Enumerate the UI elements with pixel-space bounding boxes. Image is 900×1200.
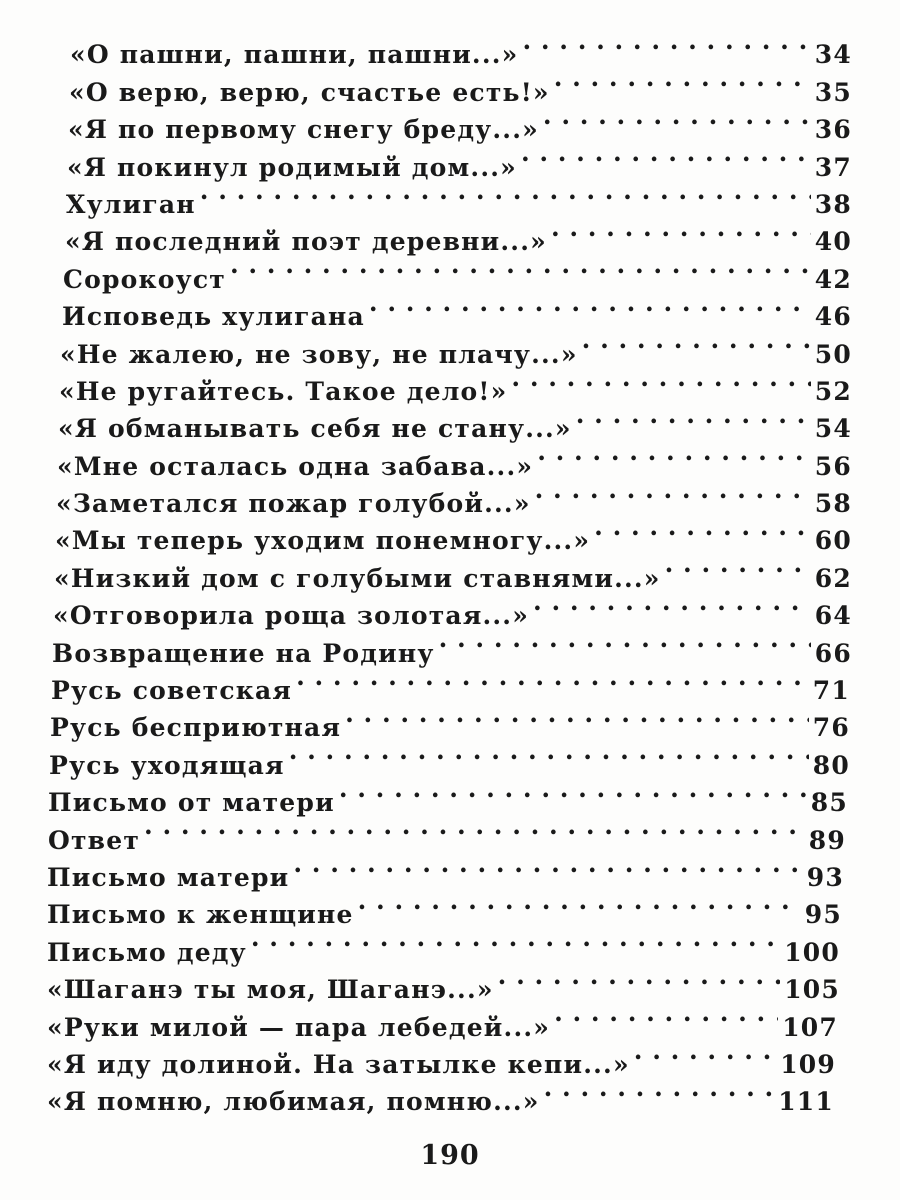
entry-page: 64	[814, 601, 852, 631]
toc-entry	[47, 961, 840, 1005]
entry-title: «Низкий дом с голубыми ставнями...»	[54, 563, 661, 593]
dot-leader	[522, 26, 810, 63]
toc-entry	[68, 101, 852, 145]
dot-leader	[369, 288, 811, 325]
dot-leader	[634, 1036, 776, 1073]
entry-page: 107	[782, 1012, 838, 1042]
entry-title: «Не жалею, не зову, не плачу...»	[60, 339, 578, 369]
entry-page: 37	[814, 152, 852, 182]
dot-leader	[296, 662, 809, 699]
toc-entry	[47, 849, 844, 892]
entry-title: Письмо к женщине	[47, 900, 354, 930]
entry-page: 34	[814, 40, 852, 70]
toc-entry	[52, 624, 852, 668]
toc-entry	[56, 475, 852, 519]
toc-entry	[65, 213, 852, 257]
dot-leader	[594, 512, 811, 549]
dot-leader	[554, 63, 811, 100]
dot-leader	[521, 138, 811, 175]
toc-entry	[60, 325, 852, 369]
page-number: 190	[420, 1140, 480, 1171]
dot-leader	[576, 400, 811, 437]
entry-page: 111	[778, 1087, 834, 1117]
entry-page: 40	[814, 227, 852, 257]
dot-leader	[144, 811, 805, 848]
toc-entry	[57, 437, 852, 481]
toc-entry	[63, 250, 852, 294]
entry-page: 38	[814, 189, 852, 219]
entry-page: 35	[814, 77, 852, 107]
entry-title: «Я по первому снегу бреду...»	[68, 115, 539, 145]
toc-entry	[51, 662, 850, 706]
entry-title: «Я последний поэт деревни...»	[65, 227, 547, 257]
dot-leader	[582, 325, 811, 362]
entry-page: 52	[814, 376, 852, 406]
entry-page: 60	[814, 526, 852, 556]
entry-title: «Шаганэ ты моя, Шаганэ...»	[47, 975, 494, 1005]
entry-page: 56	[814, 451, 852, 481]
toc-entry	[70, 26, 852, 70]
entry-page: 71	[812, 676, 850, 706]
dot-leader	[543, 101, 811, 138]
entry-title: Хулиган	[66, 189, 196, 219]
dot-leader	[289, 736, 809, 773]
entry-title: «Руки милой — пара лебедей...»	[47, 1012, 551, 1042]
entry-title: Письмо от матери	[48, 788, 335, 818]
entry-title: «Заметался пожар голубой...»	[56, 489, 531, 519]
entry-title: «Мы теперь уходим понемногу...»	[55, 526, 591, 556]
entry-title: Исповедь хулигана	[62, 302, 365, 332]
dot-leader	[554, 998, 778, 1035]
table-of-contents	[0, 26, 900, 1117]
entry-page: 93	[806, 862, 844, 892]
entry-page: 89	[808, 825, 846, 855]
entry-page: 100	[784, 937, 840, 967]
dot-leader	[511, 363, 810, 400]
toc-entry	[47, 1073, 834, 1117]
toc-entry	[55, 512, 852, 556]
entry-title: Ответ	[48, 825, 141, 855]
entry-title: Письмо деду	[47, 937, 247, 967]
entry-title: «О верю, верю, счастье есть!»	[69, 77, 550, 107]
dot-leader	[345, 699, 809, 736]
entry-title: «Я иду долиной. На затылке кепи...»	[47, 1049, 630, 1079]
entry-title: «Я обманывать себя не стану...»	[58, 414, 572, 444]
dot-leader	[535, 475, 811, 512]
toc-entry	[47, 923, 840, 967]
dot-leader	[498, 961, 781, 998]
entry-title: «Я покинул родимый дом...»	[67, 152, 517, 182]
toc-entry	[53, 587, 852, 631]
toc-entry	[66, 176, 852, 219]
dot-leader	[533, 587, 811, 624]
entry-title: Возвращение на Родину	[52, 638, 435, 668]
dot-leader	[665, 549, 811, 586]
toc-entry	[59, 363, 852, 406]
entry-page: 76	[812, 713, 850, 743]
entry-title: Русь уходящая	[49, 750, 285, 780]
toc-entry	[62, 288, 852, 332]
dot-leader	[551, 213, 811, 250]
entry-page: 54	[814, 414, 852, 444]
dot-leader	[293, 849, 802, 886]
toc-entry	[47, 886, 842, 930]
entry-page: 66	[814, 638, 852, 668]
toc-entry	[49, 736, 850, 780]
dot-leader	[230, 250, 811, 287]
dot-leader	[251, 923, 780, 960]
entry-page: 85	[810, 788, 848, 818]
dot-leader	[358, 886, 801, 923]
entry-title: Русь бесприютная	[50, 713, 342, 743]
dot-leader	[537, 437, 811, 474]
toc-entry	[47, 998, 838, 1042]
entry-title: Сорокоуст	[63, 264, 226, 294]
entry-page: 105	[784, 975, 840, 1005]
dot-leader	[439, 624, 811, 661]
entry-page: 46	[814, 302, 852, 332]
entry-title: «Отговорила роща золотая...»	[53, 601, 530, 631]
entry-title: «О пашни, пашни, пашни...»	[70, 40, 519, 70]
entry-page: 42	[814, 264, 852, 294]
dot-leader	[200, 176, 811, 213]
entry-page: 58	[814, 489, 852, 519]
toc-entry	[50, 699, 850, 743]
entry-title: «Мне осталась одна забава...»	[57, 451, 534, 481]
entry-page: 109	[780, 1049, 836, 1079]
dot-leader	[339, 774, 807, 811]
entry-page: 62	[814, 563, 852, 593]
entry-title: «Не ругайтесь. Такое дело!»	[59, 376, 508, 406]
toc-entry	[47, 1036, 836, 1079]
toc-entry	[69, 63, 852, 107]
entry-page: 50	[814, 339, 852, 369]
toc-entry	[58, 400, 852, 444]
toc-entry	[54, 549, 852, 593]
toc-entry	[48, 774, 848, 818]
entry-page: 36	[814, 115, 852, 145]
entry-page: 80	[812, 750, 850, 780]
entry-title: «Я помню, любимая, помню...»	[47, 1087, 540, 1117]
toc-entry	[67, 138, 852, 182]
dot-leader	[544, 1073, 775, 1110]
entry-title: Письмо матери	[47, 862, 290, 892]
toc-entry	[48, 811, 846, 855]
entry-title: Русь советская	[51, 676, 293, 706]
entry-page: 95	[804, 900, 842, 930]
